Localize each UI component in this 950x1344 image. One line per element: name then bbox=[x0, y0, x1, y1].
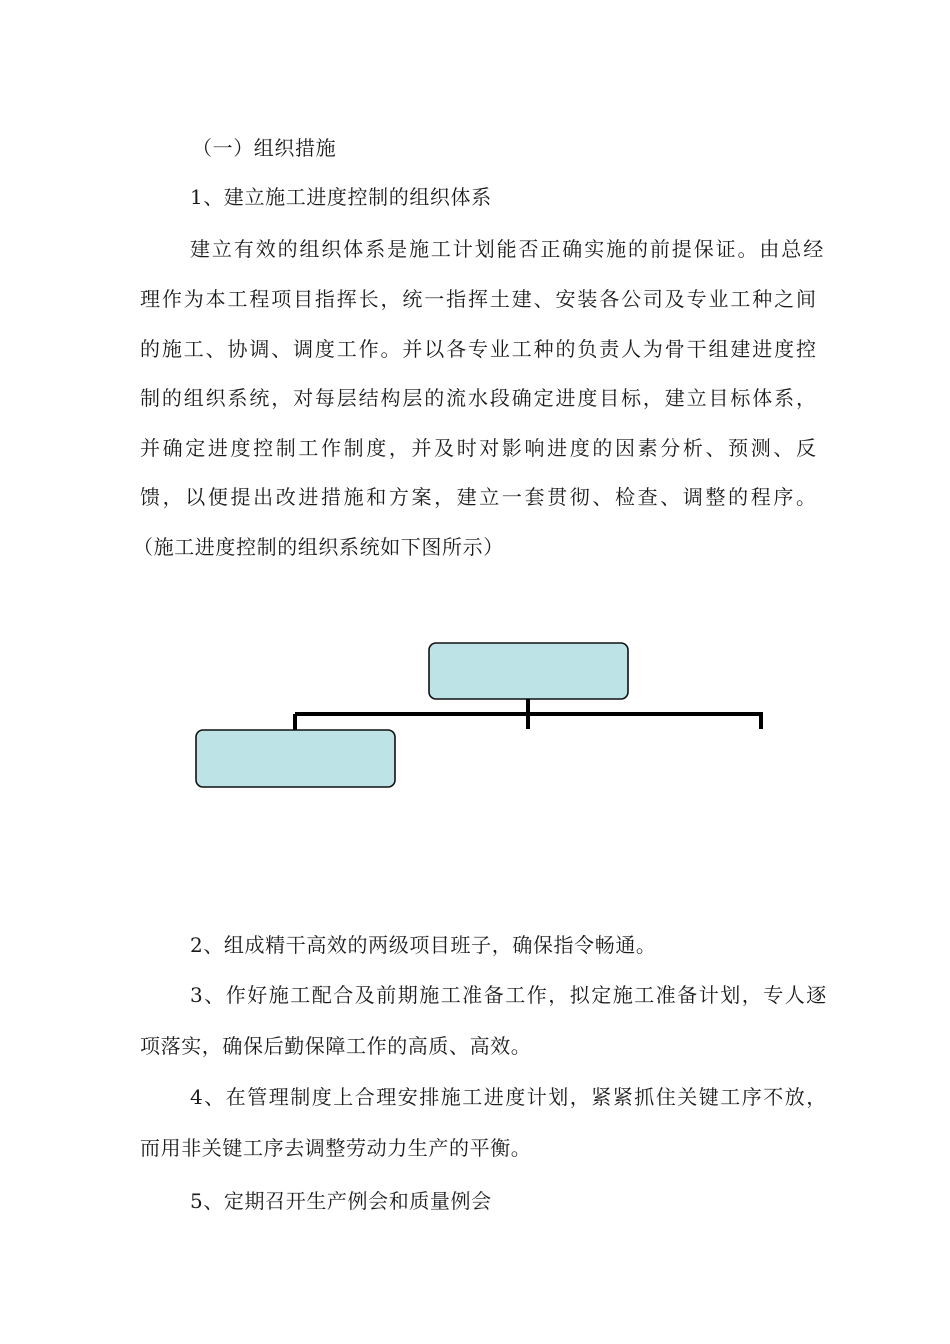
item3-line-2: 项落实，确保后勤保障工作的高质、高效。 bbox=[140, 1034, 532, 1058]
item4-line-2: 而用非关键工序去调整劳动力生产的平衡。 bbox=[140, 1136, 532, 1160]
section-heading: （一）组织措施 bbox=[192, 136, 337, 160]
item1-body-line-2: 理作为本工程项目指挥长，统一指挥土建、安装各公司及专业工种之间 bbox=[140, 287, 816, 311]
item1-body-line-6: 馈，以便提出改进措施和方案，建立一套贯彻、检查、调整的程序。 bbox=[140, 485, 816, 509]
org-left-box bbox=[196, 730, 395, 787]
item1-body-line-4: 制的组织系统，对每层结构层的流水段确定进度目标，建立目标体系， bbox=[140, 386, 816, 410]
item5: 5、定期召开生产例会和质量例会 bbox=[190, 1189, 492, 1213]
item2: 2、组成精干高效的两级项目班子，确保指令畅通。 bbox=[190, 933, 657, 957]
item1-title: 1、建立施工进度控制的组织体系 bbox=[190, 185, 492, 209]
item3-line-1: 3、作好施工配合及前期施工准备工作，拟定施工准备计划，专人逐 bbox=[190, 983, 828, 1007]
org-top-box bbox=[429, 643, 628, 699]
item4-line-1: 4、在管理制度上合理安排施工进度计划，紧紧抓住关键工序不放， bbox=[190, 1085, 828, 1109]
item1-body-line-5: 并确定进度控制工作制度，并及时对影响进度的因素分析、预测、反 bbox=[140, 436, 816, 460]
figure-caption: （施工进度控制的组织系统如下图所示） bbox=[133, 535, 504, 559]
item1-body-line-3: 的施工、协调、调度工作。并以各专业工种的负责人为骨干组建进度控 bbox=[140, 337, 816, 361]
item1-body-line-1: 建立有效的组织体系是施工计划能否正确实施的前提保证。由总经 bbox=[190, 237, 826, 261]
